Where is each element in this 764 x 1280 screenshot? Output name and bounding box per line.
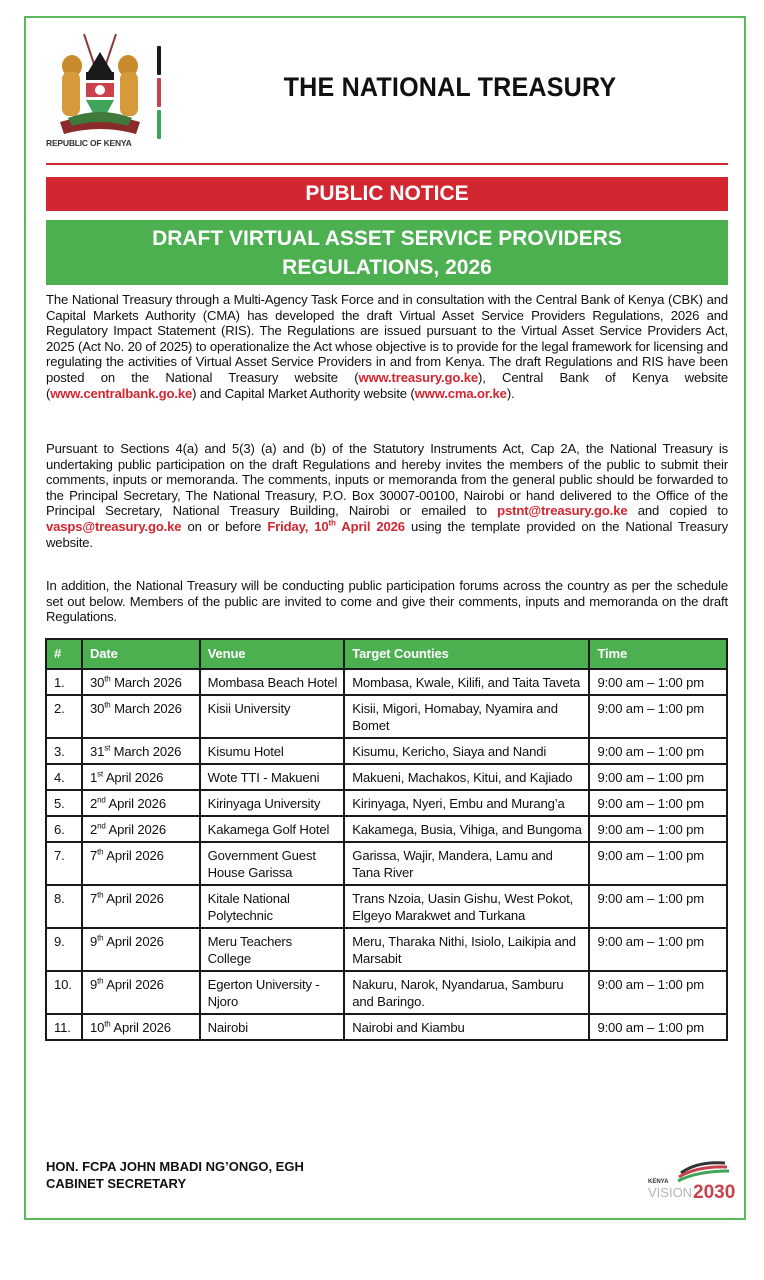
row-venue: Wote TTI - Makueni [200, 764, 345, 790]
row-venue: Kakamega Golf Hotel [200, 816, 345, 842]
row-number: 6. [46, 816, 82, 842]
row-counties: Nairobi and Kiambu [344, 1014, 589, 1040]
date-suffix: th [104, 700, 111, 710]
table-row [46, 764, 727, 790]
row-number: 4. [46, 764, 82, 790]
row-date [82, 738, 200, 764]
row-venue: Kirinyaga University [200, 790, 345, 816]
row-time: 9:00 am – 1:00 pm [589, 928, 727, 971]
row-number: 11. [46, 1014, 82, 1040]
regulation-title-line1: DRAFT VIRTUAL ASSET SERVICE PROVIDERS [152, 227, 622, 250]
signatory-name: HON. FCPA JOHN MBADI NG’ONGO, EGH [46, 1159, 304, 1174]
org-title: THE NATIONAL TREASURY [283, 72, 617, 102]
date-day: 30 [89, 675, 105, 690]
date-suffix: nd [97, 795, 106, 805]
row-counties: Kisumu, Kericho, Siaya and Nandi [344, 738, 589, 764]
header-number: # [46, 639, 82, 669]
date-day: 10 [89, 1020, 105, 1035]
table-row [46, 816, 727, 842]
date-month: April 2026 [106, 977, 164, 992]
row-time: 9:00 am – 1:00 pm [589, 669, 727, 695]
submission-text: on or before [181, 518, 268, 534]
date-day: 2 [89, 796, 98, 811]
date-suffix: st [97, 769, 104, 779]
date-month: April 2026 [105, 770, 164, 785]
date-day: 7 [89, 891, 98, 906]
row-number: 10. [46, 971, 82, 1014]
table-row [46, 738, 727, 764]
flag-black-stripe [157, 46, 161, 75]
date-suffix: th [97, 933, 104, 943]
treasury-website-link[interactable]: www.treasury.go.ke [358, 369, 478, 385]
date-suffix: nd [97, 821, 106, 831]
date-month: April 2026 [106, 891, 164, 906]
row-counties: Mombasa, Kwale, Kilifi, and Taita Taveta [344, 669, 589, 695]
date-month: April 2026 [106, 848, 164, 863]
row-counties: Makueni, Machakos, Kitui, and Kajiado [344, 764, 589, 790]
deadline-day: Friday, 10 [267, 518, 329, 534]
date-day: 7 [89, 848, 98, 863]
table-row [46, 842, 727, 885]
row-time: 9:00 am – 1:00 pm [589, 790, 727, 816]
row-number: 3. [46, 738, 82, 764]
row-number: 8. [46, 885, 82, 928]
vision-kenya-text: KENYA [648, 1179, 669, 1185]
row-venue: Egerton University - Njoro [200, 971, 345, 1014]
row-venue: Government Guest House Garissa [200, 842, 345, 885]
header-time: Time [589, 639, 727, 669]
kenya-coat-of-arms-icon [44, 30, 156, 152]
flag-green-stripe [157, 110, 161, 139]
submission-text: using the template provided on the National Treasury website. [46, 518, 728, 550]
date-month: April 2026 [106, 934, 164, 949]
ps-email-link[interactable]: pstnt@treasury.go.ke [497, 503, 628, 519]
date-day: 1 [89, 770, 98, 785]
row-date [82, 885, 200, 928]
row-time: 9:00 am – 1:00 pm [589, 971, 727, 1014]
date-day: 9 [89, 934, 98, 949]
deadline-date [267, 519, 405, 534]
intro-text: ) and Capital Market Authority website ( [192, 385, 415, 401]
row-counties: Nakuru, Narok, Nyandarua, Samburu and Baringo. [344, 971, 589, 1014]
regulation-title-line2: REGULATIONS, 2026 [282, 256, 492, 279]
date-day: 31 [89, 744, 105, 759]
row-date [82, 971, 200, 1014]
row-counties: Trans Nzoia, Uasin Gishu, West Pokot, Elgeyo Marakwet and Turkana [344, 885, 589, 928]
deadline-month: April 2026 [335, 518, 405, 534]
row-number: 5. [46, 790, 82, 816]
row-number: 1. [46, 669, 82, 695]
table-row [46, 885, 727, 928]
date-suffix: th [97, 976, 104, 986]
deadline-suffix: th [328, 518, 336, 528]
row-date [82, 928, 200, 971]
intro-paragraph [46, 292, 728, 401]
row-date [82, 695, 200, 738]
header-target-counties: Target Counties [344, 639, 589, 669]
table-row [46, 695, 727, 738]
intro-text: The National Treasury through a Multi-Agency Task Force and in consultation with the Central Bank of Kenya (CBK) and Capital Markets Authority (CMA) has developed the draft Virtual Asset Service Providers Regulations, 2026 and Regulatory Impact Statement (RIS). The Regulations are issued pursuant to the Virtual Asset Service Providers Act, 2025 (Act No. 20 of 2025) to operationalize the Act whose objective is to provide for the legal framework for licensing and regulating the activities of Virtual Asset Service Providers in and from Kenya. The draft Regulations and RIS have been posted on the National Treasury website ( [46, 292, 728, 385]
date-month: March 2026 [114, 675, 182, 690]
regulation-title-banner [46, 220, 728, 285]
signatory-role: CABINET SECRETARY [46, 1176, 187, 1191]
table-row [46, 971, 727, 1014]
cma-website-link[interactable]: www.cma.or.ke [414, 385, 507, 401]
table-header-row [46, 639, 727, 669]
row-counties: Kisii, Migori, Homabay, Nyamira and Bomet [344, 695, 589, 738]
row-time: 9:00 am – 1:00 pm [589, 764, 727, 790]
row-counties: Kirinyaga, Nyeri, Embu and Murang’a [344, 790, 589, 816]
row-number: 9. [46, 928, 82, 971]
intro-text: ), Central Bank of Kenya website ( [46, 369, 728, 401]
header-divider [46, 163, 728, 165]
date-suffix: st [104, 743, 111, 753]
row-venue: Kitale National Polytechnic [200, 885, 345, 928]
logo-caption: REPUBLIC OF KENYA [46, 138, 132, 148]
row-counties: Garissa, Wajir, Mandera, Lamu and Tana River [344, 842, 589, 885]
date-month: April 2026 [108, 796, 166, 811]
row-date [82, 1014, 200, 1040]
vision-year-text: 2030 [693, 1182, 736, 1203]
forums-paragraph: In addition, the National Treasury will be conducting public participation forums across the country as per the schedule set out below. Members of the public are invited to come and give their comments, inputs and memoranda on the draft Regulations. [46, 578, 728, 625]
date-month: April 2026 [113, 1020, 171, 1035]
submission-paragraph [46, 441, 728, 550]
row-date [82, 842, 200, 885]
date-day: 2 [89, 822, 98, 837]
row-counties: Meru, Tharaka Nithi, Isiolo, Laikipia and Marsabit [344, 928, 589, 971]
row-date [82, 790, 200, 816]
header-venue: Venue [200, 639, 345, 669]
row-time: 9:00 am – 1:00 pm [589, 1014, 727, 1040]
date-day: 9 [89, 977, 98, 992]
row-time: 9:00 am – 1:00 pm [589, 885, 727, 928]
row-venue: Kisumu Hotel [200, 738, 345, 764]
submission-text: Pursuant to Sections 4(a) and 5(3) (a) and (b) of the Statutory Instruments Act, Cap 2A, the National Treasury is undertaking public participation on the draft Regulations and hereby invites the members of the public to submit their comments, inputs or memoranda. The comments, inputs or memoranda from the general public should be forwarded to the Principal Secretary, The National Treasury, P.O. Box 30007-00100, Nairobi or hand delivered to the Office of the Principal Secretary, National Treasury Building, Nairobi or emailed to [46, 441, 728, 519]
header-date: Date [82, 639, 200, 669]
date-suffix: th [97, 890, 104, 900]
date-day: 30 [89, 701, 105, 716]
vision-text: VISION [648, 1185, 693, 1200]
date-month: March 2026 [114, 701, 182, 716]
signature-block [46, 1158, 304, 1192]
date-suffix: th [97, 847, 104, 857]
row-venue: Meru Teachers College [200, 928, 345, 971]
kenya-vision-2030-logo-icon [645, 1155, 737, 1203]
table-row [46, 928, 727, 971]
date-month: March 2026 [113, 744, 182, 759]
row-venue: Mombasa Beach Hotel [200, 669, 345, 695]
table-row [46, 1014, 727, 1040]
cbk-website-link[interactable]: www.centralbank.go.ke [50, 385, 193, 401]
row-number: 2. [46, 695, 82, 738]
table-body [46, 669, 727, 1040]
row-date [82, 816, 200, 842]
flag-color-bar [157, 46, 161, 139]
row-time: 9:00 am – 1:00 pm [589, 842, 727, 885]
date-suffix: th [104, 1019, 111, 1029]
table-row [46, 790, 727, 816]
row-counties: Kakamega, Busia, Vihiga, and Bungoma [344, 816, 589, 842]
row-number: 7. [46, 842, 82, 885]
row-time: 9:00 am – 1:00 pm [589, 738, 727, 764]
flag-red-stripe [157, 78, 161, 107]
public-notice-banner: PUBLIC NOTICE [46, 177, 728, 211]
forum-schedule-table [45, 638, 728, 1041]
submission-text: and copied to [627, 503, 729, 519]
intro-text: ). [506, 385, 515, 401]
row-venue: Nairobi [200, 1014, 345, 1040]
table-row [46, 669, 727, 695]
row-venue: Kisii University [200, 695, 345, 738]
row-time: 9:00 am – 1:00 pm [589, 816, 727, 842]
date-suffix: th [104, 674, 111, 684]
row-date [82, 669, 200, 695]
row-date [82, 764, 200, 790]
row-time: 9:00 am – 1:00 pm [589, 695, 727, 738]
vasps-email-link[interactable]: vasps@treasury.go.ke [46, 518, 182, 534]
date-month: April 2026 [108, 822, 166, 837]
